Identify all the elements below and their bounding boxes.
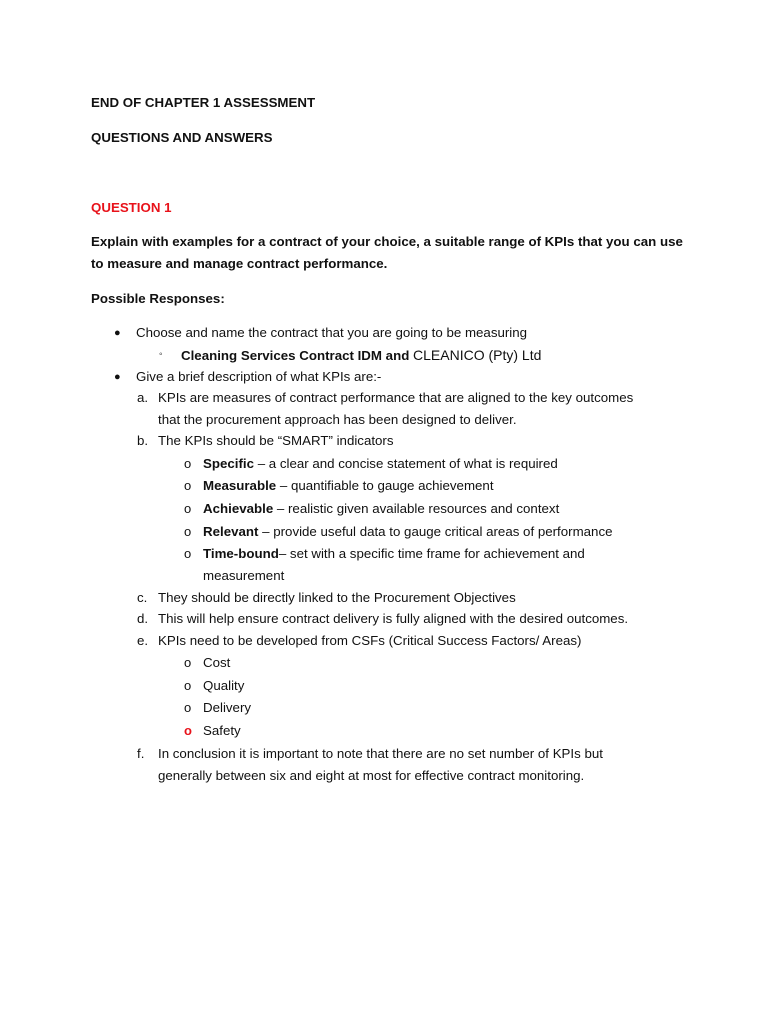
contract-company-name: CLEANICO (Pty) Ltd [413,347,542,363]
contract-name-line [181,346,541,365]
item-d-text: This will help ensure contract delivery is fully aligned with the desired outcomes. [158,611,629,626]
item-f-line-1: In conclusion it is important to note that there are no set number of KPIs but [158,746,603,761]
csf-cost: Cost [203,655,231,670]
smart-term: Time-bound [203,546,279,561]
bullet-marker: ● [114,327,121,339]
csf-delivery: Delivery [203,700,252,715]
bullet-choose-contract: Choose and name the contract that you are going to be measuring [136,325,528,340]
smart-measurable [203,477,494,495]
bullet-kpi-description: Give a brief description of what KPIs are:- [136,369,382,384]
item-a-line-1: KPIs are measures of contract performance that are aligned to the key outcomes [158,390,634,405]
smart-desc: – a clear and concise statement of what is required [254,456,558,471]
item-c-text: They should be directly linked to the Procurement Objectives [158,590,516,605]
smart-term: Measurable [203,478,277,493]
csf-marker: o [184,700,192,715]
contract-bold-text: Cleaning Services Contract IDM and [181,348,410,363]
smart-marker: o [184,546,192,561]
item-c-label: c. [137,590,148,605]
smart-marker: o [184,456,192,471]
document-title: END OF CHAPTER 1 ASSESSMENT [91,95,316,110]
smart-time-bound [203,545,585,563]
item-d-label: d. [137,611,149,626]
item-a-line-2: that the procurement approach has been designed to deliver. [158,412,517,427]
smart-desc: – quantifiable to gauge achievement [276,478,494,493]
question-label: QUESTION 1 [91,200,172,215]
smart-desc: – realistic given available resources and context [273,501,560,516]
csf-marker-red: o [184,723,192,738]
smart-term: Relevant [203,524,259,539]
item-e-text: KPIs need to be developed from CSFs (Critical Success Factors/ Areas) [158,633,582,648]
question-text-line-2: to measure and manage contract performance. [91,256,388,271]
smart-achievable [203,500,559,518]
item-a-label: a. [137,390,149,405]
smart-specific [203,455,558,473]
csf-quality: Quality [203,678,245,693]
smart-marker: o [184,501,192,516]
item-b-label: b. [137,433,149,448]
smart-relevant [203,523,613,541]
smart-desc: – provide useful data to gauge critical areas of performance [258,524,613,539]
smart-term: Specific [203,456,254,471]
document-subtitle: QUESTIONS AND ANSWERS [91,130,273,145]
csf-marker: o [184,678,192,693]
smart-term: Achievable [203,501,274,516]
smart-desc: – set with a specific time frame for achievement and [278,546,585,561]
csf-safety: Safety [203,723,241,738]
question-text-line-1: Explain with examples for a contract of your choice, a suitable range of KPIs that you can use [91,234,683,249]
sub-bullet-marker: ◦ [159,349,163,360]
bullet-marker: ● [114,371,121,383]
responses-heading: Possible Responses: [91,291,225,306]
item-b-text: The KPIs should be “SMART” indicators [158,433,394,448]
item-f-line-2: generally between six and eight at most for effective contract monitoring. [158,768,585,783]
item-e-label: e. [137,633,149,648]
csf-marker: o [184,655,192,670]
smart-marker: o [184,478,192,493]
smart-marker: o [184,524,192,539]
smart-time-bound-line-2: measurement [203,568,285,583]
item-f-label: f. [137,746,145,761]
